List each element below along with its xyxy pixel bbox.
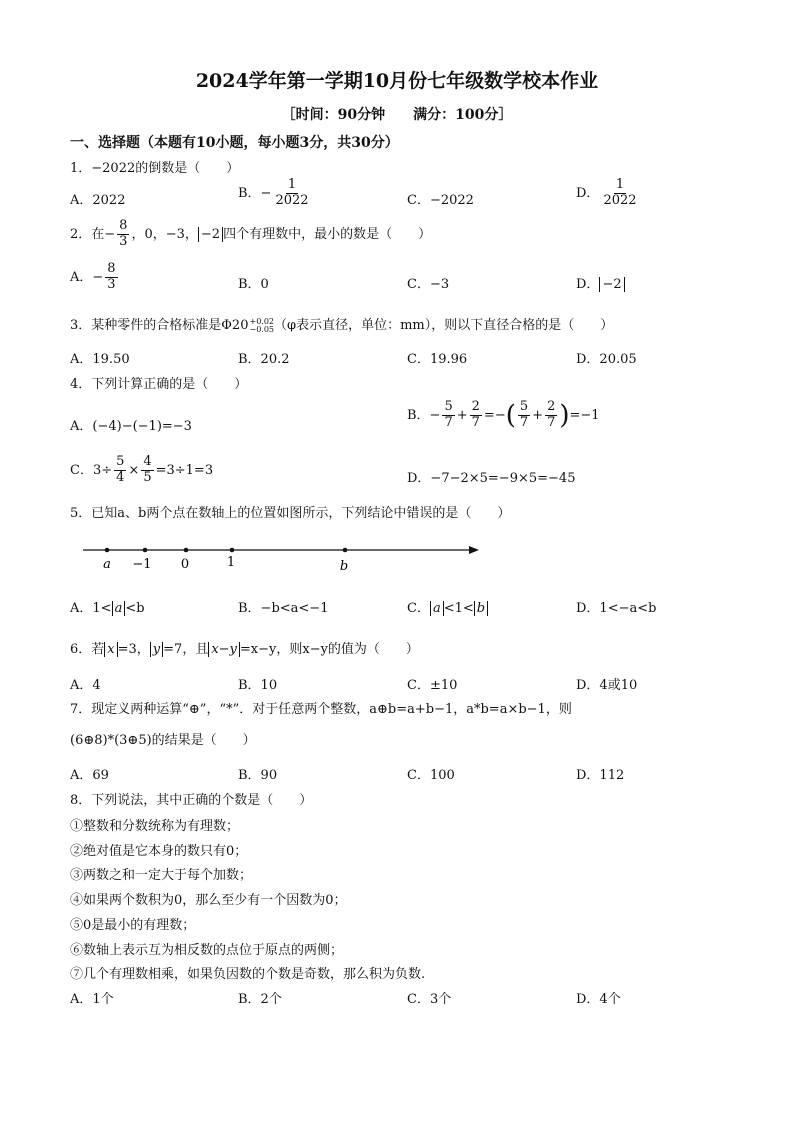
label-a: a: [103, 557, 111, 572]
q3-option-b: B．20.2: [238, 352, 290, 367]
point-zero: [184, 548, 189, 553]
fraction: $\frac{1}{2022}$: [603, 177, 637, 208]
q2-option-b: B．0: [238, 277, 269, 292]
q5-option-d: D．1<−a<b: [576, 601, 657, 616]
q8-option-c: C．3个: [407, 992, 452, 1007]
q8-statement: ⑤0是最小的有理数；: [70, 918, 196, 933]
point-b: [343, 548, 348, 553]
q6-option-c: C．±10: [407, 678, 458, 693]
q5-option-b: B．−b<a<−1: [238, 601, 329, 616]
q4-option-a: A．(−4)−(−1)=−3: [70, 419, 192, 434]
q8-statement: ②绝对值是它本身的数只有0；: [70, 844, 248, 859]
point-a: [105, 548, 110, 553]
q2-option-d: D． −2: [576, 273, 625, 292]
q8-option-b: B．2个: [238, 992, 282, 1007]
q6-option-d: D．4或10: [576, 678, 638, 693]
q5-stem: 5．已知a、b两个点在数轴上的位置如图所示，下列结论中错误的是（ ）: [70, 506, 511, 521]
fraction: $\frac{8}{3}$: [119, 218, 128, 249]
arrow-head: [469, 546, 479, 554]
q1-option-c: C．−2022: [407, 193, 474, 208]
q8-statement: ③两数之和一定大于每个加数；: [70, 868, 253, 883]
section-heading: 一、选择题（本题有10小题，每小题3分，共30分）: [70, 135, 399, 151]
q7-option-c: C．100: [407, 768, 455, 783]
label-one: 1: [226, 555, 236, 570]
label-minus-one: −1: [132, 557, 152, 572]
q1-option-d: D． $\frac{1}{2022}$: [576, 177, 637, 208]
q5-option-c: C． a <1< b: [407, 597, 488, 616]
q7-stem-line2: (6⊕8)*(3⊕5)的结果是（ ）: [70, 733, 256, 748]
q7-option-a: A．69: [70, 768, 109, 783]
fraction: $\frac{8}{3}$: [107, 261, 116, 292]
label-b: b: [339, 559, 349, 574]
q8-statement: ⑥数轴上表示互为相反数的点位于原点的两侧；: [70, 943, 344, 958]
q1-option-a: A．2022: [70, 193, 126, 208]
q3-option-a: A．19.50: [70, 352, 130, 367]
tolerance: +0.02 −0.05: [249, 316, 274, 334]
q4-stem: 4．下列计算正确的是（ ）: [70, 377, 248, 392]
label-zero: 0: [180, 557, 190, 572]
q4-option-d: D．−7−2×5=−9×5=−45: [407, 471, 576, 486]
number-line: [75, 535, 495, 580]
q8-statement: ①整数和分数统称为有理数；: [70, 819, 240, 834]
q1-stem: 1．−2022的倒数是（ ）: [70, 161, 240, 176]
q7-option-d: D．112: [576, 768, 625, 783]
page-title: 2024学年第一学期10月份七年级数学校本作业: [195, 70, 599, 92]
q2-option-a: A．− $\frac{8}{3}$: [70, 261, 116, 292]
q3-stem: 3．某种零件的合格标准是Φ20 +0.02 −0.05 （φ表示直径，单位：mm），则以下直径合格的是（ ）: [70, 316, 614, 334]
q1-option-b: B．− $\frac{1}{2022}$: [238, 177, 309, 208]
q7-stem-line1: 7．现定义两种运算“⊕”，“*”．对于任意两个整数，a⊕b=a+b−1，a*b=a×b−1，则: [70, 702, 572, 717]
point-minus-one: [143, 548, 148, 553]
q8-stem: 8．下列说法，其中正确的个数是（ ）: [70, 793, 313, 808]
q6-option-b: B．10: [238, 678, 278, 693]
q4-option-b: B．− $\frac{5}{7}$ + $\frac{2}{7}$ =−( $\frac{5}{7}$ + $\frac{2}{7}$ )=−1: [407, 399, 600, 431]
q6-stem: 6．若 x =3， y =7，且 x−y =x−y，则x−y的值为（ ）: [70, 642, 419, 657]
q6-option-a: A．4: [70, 678, 101, 693]
q7-option-b: B．90: [238, 768, 278, 783]
q8-statement: ⑦几个有理数相乘，如果负因数的个数是奇数，那么积为负数.: [70, 967, 426, 982]
q8-option-a: A．1个: [70, 992, 114, 1007]
q4-option-c: C．3÷ $\frac{5}{4}$ × $\frac{4}{5}$ =3÷1=3: [70, 454, 214, 485]
exam-info: ［时间：90分钟 满分：100分］: [281, 107, 513, 123]
point-one: [230, 548, 235, 553]
q2-stem: 2．在− $\frac{8}{3}$ ，0，−3， −2 四个有理数中，最小的数是（ ）: [70, 218, 432, 249]
q2-option-c: C．−3: [407, 277, 450, 292]
q3-option-c: C．19.96: [407, 352, 468, 367]
fraction: $\frac{1}{2022}$: [275, 177, 309, 208]
q8-option-d: D．4个: [576, 992, 621, 1007]
q8-statement: ④如果两个数积为0，那么至少有一个因数为0；: [70, 893, 347, 908]
q3-option-d: D．20.05: [576, 352, 637, 367]
q5-option-a: A．1< a <b: [70, 601, 145, 616]
